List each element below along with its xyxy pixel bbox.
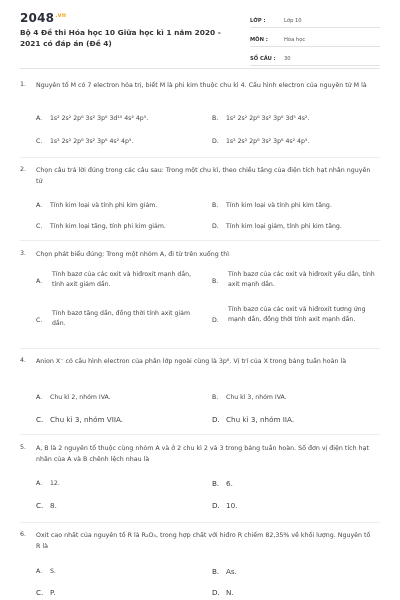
option-b[interactable] xyxy=(212,114,309,124)
question-text: Anion X⁻ có cấu hình electron của phân lớp ngoài cùng là 3p⁶. Vị trí của X trong bảng tuần hoàn là xyxy=(36,358,347,365)
question-divider xyxy=(20,434,380,435)
option-text: 1s² 2s² 2p⁶ 3s² 3p⁶ 3d⁵ 4s². xyxy=(226,115,310,122)
option-text: 1s² 2s² 2p⁶ 3s² 3p⁶ 4s² 4p⁵. xyxy=(50,138,134,145)
question-text: A, B là 2 nguyên tố thuộc cùng nhóm A và ở 2 chu kì 2 và 3 trong bảng tuần hoàn. Số đơn vị điện tích hạt nhân của A và B chênh lệch nhau là xyxy=(36,445,369,463)
option-c[interactable] xyxy=(36,309,206,333)
option-letter: C. xyxy=(36,501,44,510)
option-text: P. xyxy=(50,588,56,597)
option-text: As. xyxy=(226,567,237,576)
option-text: 12. xyxy=(50,480,60,487)
header-divider xyxy=(20,68,380,69)
option-letter: B. xyxy=(212,479,220,488)
question-number: 4. xyxy=(20,357,27,364)
question-text: Oxit cao nhất của nguyên tố R là R₂O₅, trong hợp chất với hiđro R chiếm 82,35% về khối lượng. Nguyên tố R là xyxy=(36,532,371,550)
option-letter: B. xyxy=(212,202,219,209)
option-letter: C. xyxy=(36,588,44,597)
option-letter: D. xyxy=(212,138,219,145)
question-text: Chọn phát biểu đúng: Trong một nhóm A, đi từ trên xuống thì xyxy=(36,251,229,258)
option-d[interactable] xyxy=(212,137,309,147)
option-c[interactable] xyxy=(36,501,57,511)
option-text: N. xyxy=(226,588,234,597)
option-letter: A. xyxy=(36,394,43,401)
option-b[interactable] xyxy=(212,567,237,577)
question-text: Chọn câu trả lời đúng trong các câu sau: Trong một chu kì, theo chiều tăng của điện tích hạt nhân nguyên tử xyxy=(36,167,371,185)
option-d[interactable] xyxy=(212,415,294,425)
document-meta xyxy=(250,14,380,71)
option-letter: A. xyxy=(36,568,43,575)
question-number: 3. xyxy=(20,250,27,257)
option-letter: B. xyxy=(212,278,219,285)
option-letter: C. xyxy=(36,223,43,230)
logo-suffix: .vn xyxy=(55,12,67,19)
option-c[interactable] xyxy=(36,415,123,425)
option-d[interactable] xyxy=(212,501,237,511)
option-b[interactable] xyxy=(212,201,332,211)
option-d[interactable] xyxy=(212,588,234,598)
option-letter: B. xyxy=(212,567,220,576)
option-text: Chu kì 3, nhóm IIA. xyxy=(226,415,295,424)
option-letter: A. xyxy=(36,278,43,285)
option-c[interactable] xyxy=(36,137,133,147)
option-letter: D. xyxy=(212,223,219,230)
option-letter: D. xyxy=(212,317,219,324)
option-text: Tính kim loại giảm, tính phi kim tăng. xyxy=(226,223,342,230)
option-text: Chu kì 3, nhóm IVA. xyxy=(226,394,287,401)
option-a[interactable] xyxy=(36,114,148,124)
option-text: 8. xyxy=(50,501,57,510)
option-letter: A. xyxy=(36,115,43,122)
option-text: Tính bazơ của các oxit và hiđroxit tương ứng mạnh dần, đồng thời tính axit mạnh dần. xyxy=(228,306,366,324)
option-letter: C. xyxy=(36,317,43,324)
option-letter: B. xyxy=(212,115,219,122)
option-text: 10. xyxy=(226,501,238,510)
meta-label: MÔN : xyxy=(250,36,268,43)
option-letter: A. xyxy=(36,202,43,209)
meta-row-subject xyxy=(250,33,380,47)
document-title: Bộ 4 Đề thi Hóa học 10 Giữa học kì 1 năm 2020 - 2021 có đáp án (Đề 4) xyxy=(20,28,221,48)
option-text: Tính kim loại và tính phi kim tăng. xyxy=(226,202,332,209)
option-b[interactable] xyxy=(212,270,382,294)
option-letter: C. xyxy=(36,415,44,424)
option-b[interactable] xyxy=(212,393,287,403)
option-c[interactable] xyxy=(36,222,166,232)
meta-label: SỐ CÂU : xyxy=(250,55,276,62)
question-number: 5. xyxy=(20,444,27,451)
option-letter: D. xyxy=(212,501,220,510)
meta-row-count xyxy=(250,52,380,66)
logo-text: 2048 xyxy=(20,11,55,25)
option-text: S. xyxy=(50,568,56,575)
question-number: 1. xyxy=(20,81,27,88)
option-d[interactable] xyxy=(212,222,342,232)
option-b[interactable] xyxy=(212,479,233,489)
option-a[interactable] xyxy=(36,567,56,577)
option-a[interactable] xyxy=(36,479,60,489)
option-text: Chu kì 2, nhóm IVA. xyxy=(50,394,111,401)
option-a[interactable] xyxy=(36,393,111,403)
meta-value: Lớp 10 xyxy=(284,17,302,24)
option-text: Tính kim loại tăng, tính phi kim giảm. xyxy=(50,223,166,230)
option-text: 1s² 2s² 2p⁶ 3s² 3p⁶ 3d¹⁰ 4s² 4p⁵. xyxy=(50,115,149,122)
question-number: 2. xyxy=(20,166,27,173)
option-text: 1s² 2s² 2p⁶ 3s² 3p⁶ 4s² 4p⁵. xyxy=(226,138,310,145)
option-text: 6. xyxy=(226,479,233,488)
question-divider xyxy=(20,348,380,349)
option-a[interactable] xyxy=(36,201,157,211)
option-text: Tính bazơ của các oxit và hiđroxit mạnh dần, tính axit giảm dần. xyxy=(52,271,192,289)
site-logo[interactable] xyxy=(20,11,66,25)
option-text: Tính bazơ tăng dần, đồng thời tính axit giảm dần. xyxy=(52,310,190,328)
option-text: Tính kim loại và tính phi kim giảm. xyxy=(50,202,158,209)
option-text: Tính bazơ của các oxit và hiđroxit yếu dần, tính axit mạnh dần. xyxy=(228,271,375,289)
question-text: Nguyên tố M có 7 electron hóa trị, biết M là phi kim thuộc chu kì 4. Cấu hình electron của nguyên tử M là xyxy=(36,82,367,89)
option-letter: D. xyxy=(212,588,220,597)
option-letter: A. xyxy=(36,480,43,487)
option-text: Chu kì 3, nhóm VIIA. xyxy=(50,415,124,424)
meta-label: LỚP : xyxy=(250,17,266,24)
question-divider xyxy=(20,522,380,523)
meta-value: 30 xyxy=(284,55,291,62)
option-letter: C. xyxy=(36,138,43,145)
question-number: 6. xyxy=(20,531,27,538)
option-a[interactable] xyxy=(36,270,206,294)
option-letter: B. xyxy=(212,394,219,401)
question-divider xyxy=(20,240,380,241)
meta-row-class xyxy=(250,14,380,28)
option-letter: D. xyxy=(212,415,220,424)
option-c[interactable] xyxy=(36,588,56,598)
question-divider xyxy=(20,157,380,158)
meta-value: Hóa học xyxy=(284,36,306,43)
option-d[interactable] xyxy=(212,305,382,339)
